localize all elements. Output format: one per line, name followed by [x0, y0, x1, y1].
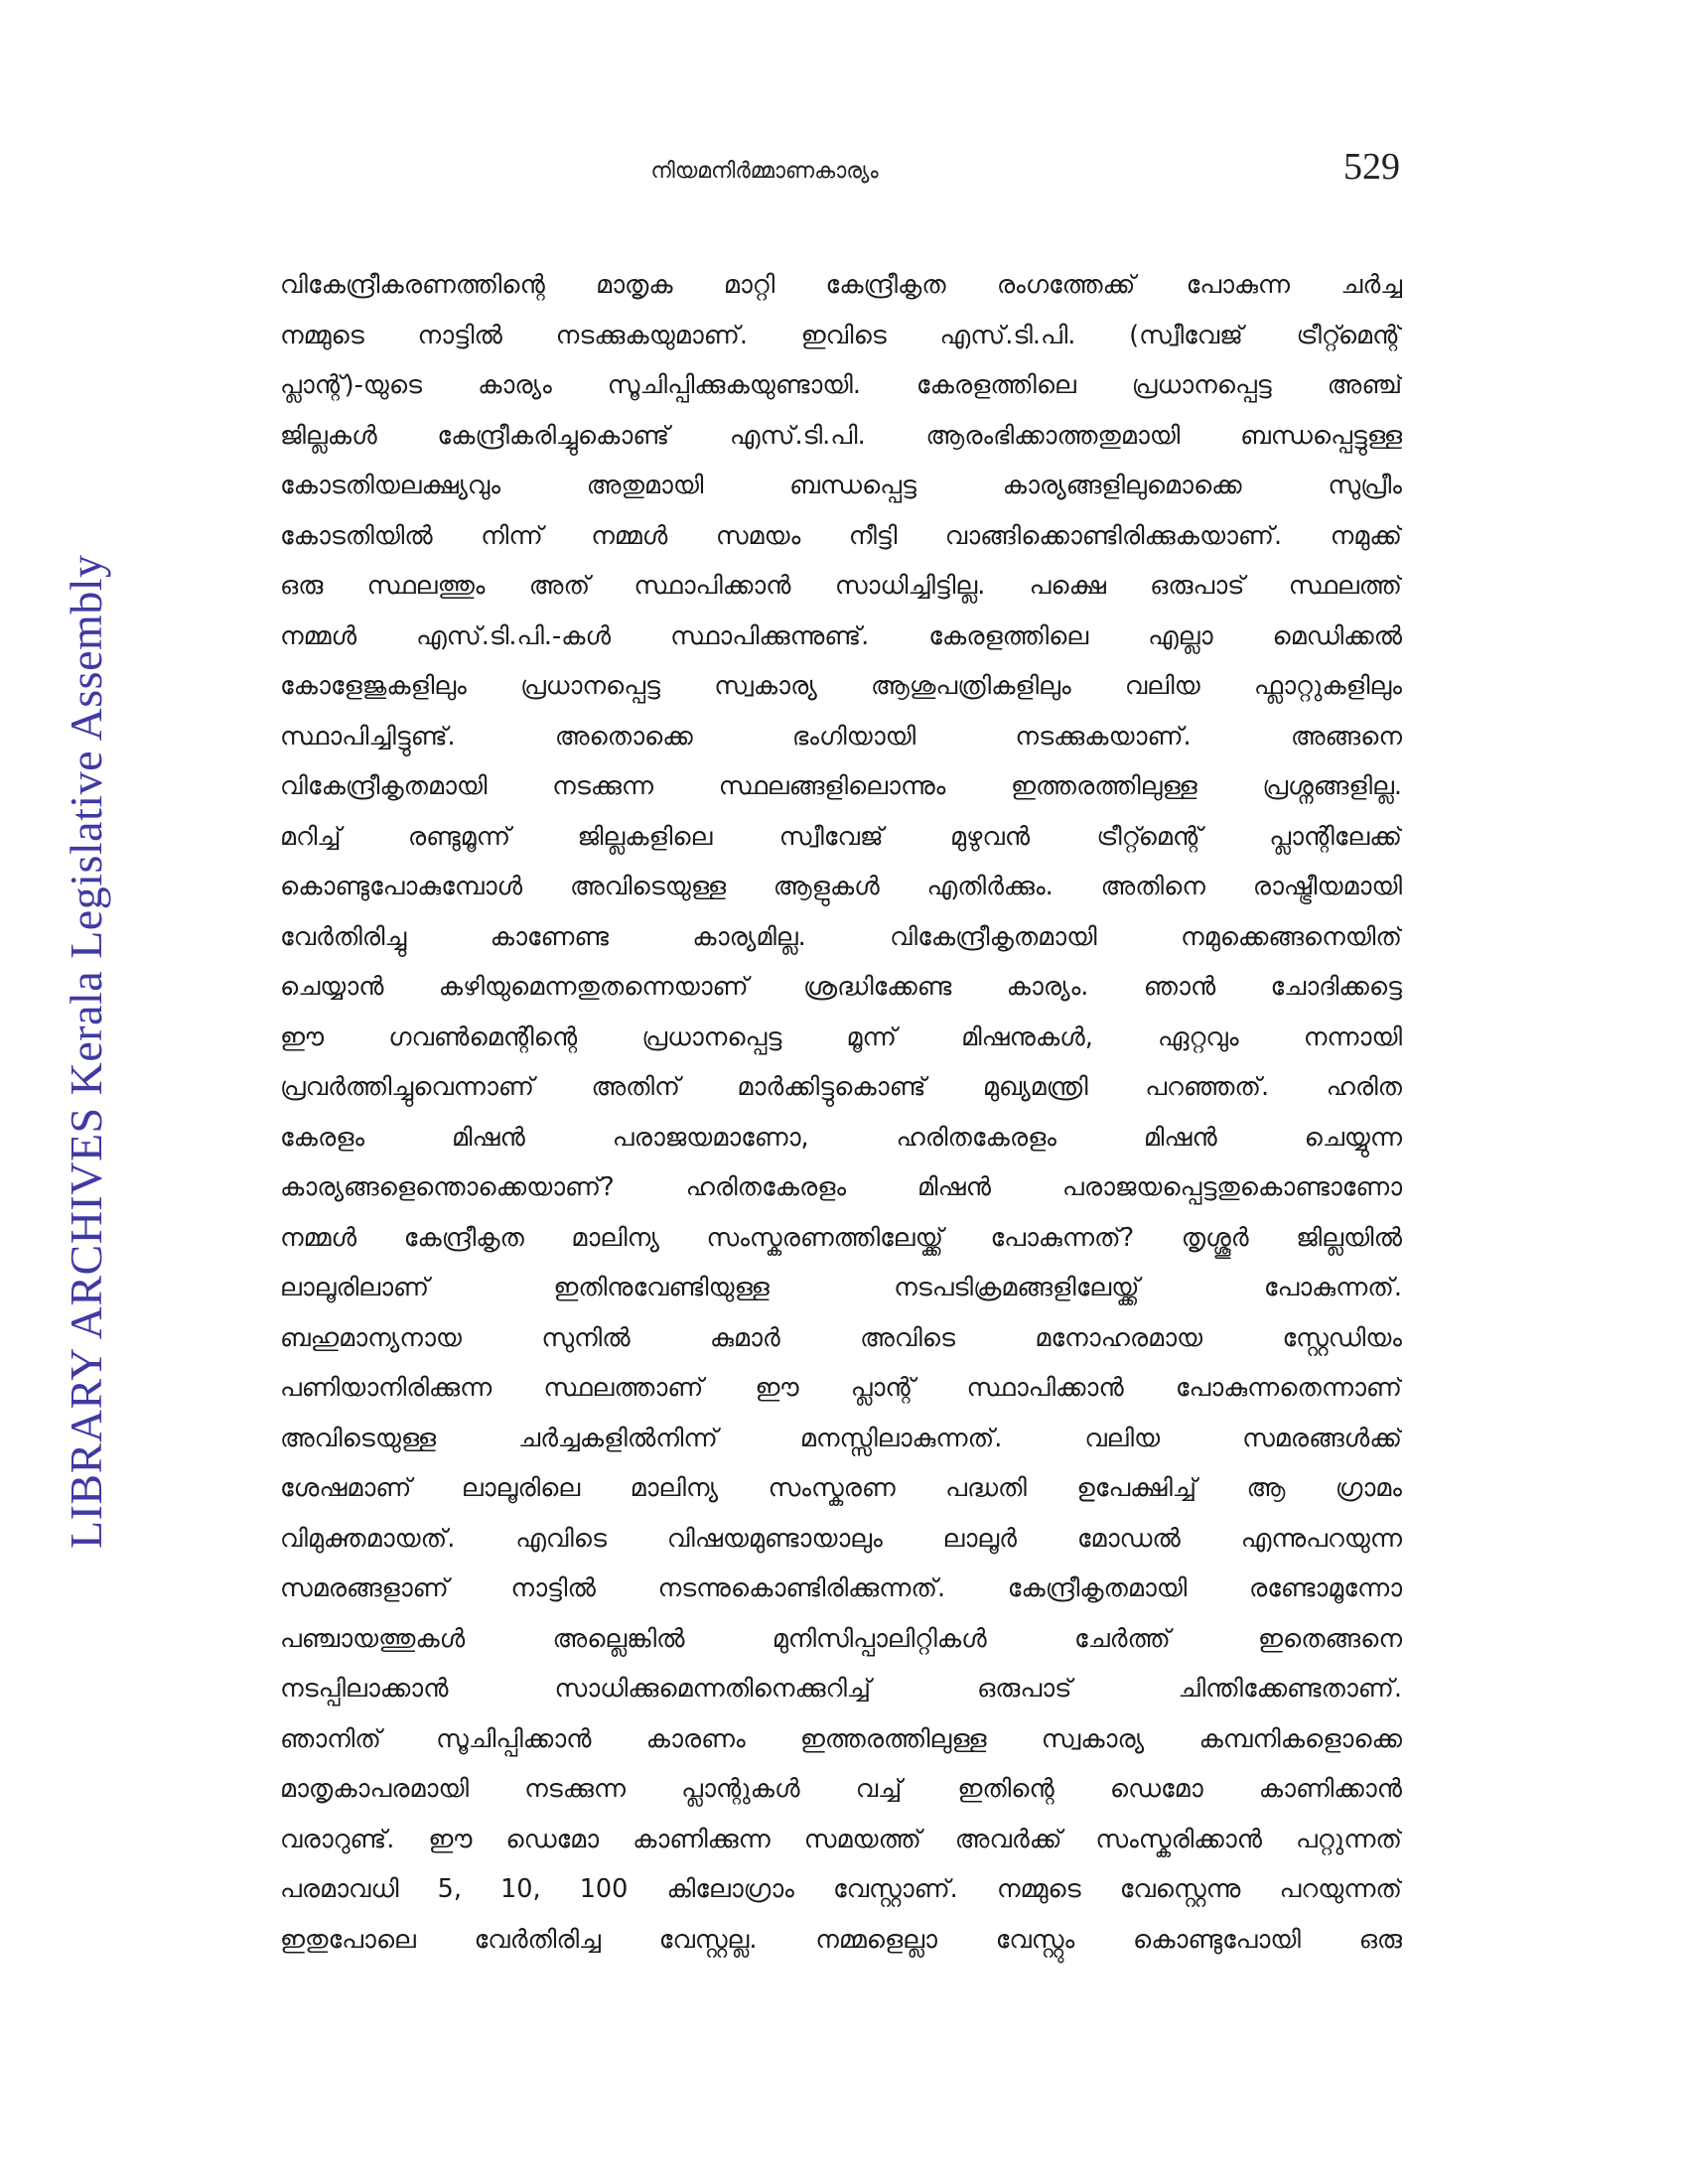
text-line: കേരളം മിഷൻ പരാജയമാണോ, ഹരിതകേരളം മിഷൻ ചെയ്യുന്ന — [280, 1122, 1402, 1153]
text-line: ഞാനിത് സൂചിപ്പിക്കാൻ കാരണം ഇത്തരത്തിലുള്ള സ്വകാര്യ കമ്പനികളൊക്കെ — [280, 1723, 1402, 1754]
body-paragraph — [280, 260, 1402, 1965]
text-line: നമ്മൾ എസ്.ടി.പി.-കൾ സ്ഥാപിക്കുന്നുണ്ട്. കേരളത്തിലെ എല്ലാ മെഡിക്കൽ — [280, 620, 1402, 651]
archive-watermark: LIBRARY ARCHIVES Kerala Legislative Assembly — [61, 554, 111, 1549]
text-line: ശേഷമാണ് ലാലൂരിലെ മാലിന്യ സംസ്കരണ പദ്ധതി ഉപേക്ഷിച്ച് ആ ഗ്രാമം — [280, 1473, 1402, 1503]
text-line: ഇതുപോലെ വേർതിരിച്ച വേസ്റ്റല്ല. നമ്മളെല്ലാ വേസ്റ്റും കൊണ്ടുപോയി ഒരു — [280, 1924, 1402, 1955]
text-line: കോടതിയിൽ നിന്ന് നമ്മൾ സമയം നീട്ടി വാങ്ങിക്കൊണ്ടിരിക്കുകയാണ്. നമുക്ക് — [280, 520, 1402, 551]
text-line: നടപ്പിലാക്കാൻ സാധിക്കുമെന്നതിനെക്കുറിച്ച് ഒരുപാട് ചിന്തിക്കേണ്ടതാണ്. — [280, 1674, 1402, 1704]
text-line: സ്ഥാപിച്ചിട്ടുണ്ട്. അതൊക്കെ ഭംഗിയായി നടക്കുകയാണ്. അങ്ങനെ — [280, 721, 1402, 751]
text-line: കൊണ്ടുപോകുമ്പോൾ അവിടെയുള്ള ആളുകൾ എതിർക്കും. അതിനെ രാഷ്ട്രീയമായി — [280, 872, 1402, 901]
text-line: ജില്ലകൾ കേന്ദ്രീകരിച്ചുകൊണ്ട് എസ്.ടി.പി. ആരംഭിക്കാത്തതുമായി ബന്ധപ്പെട്ടുള്ള — [280, 420, 1402, 451]
text-line: വിമുക്തമായത്. എവിടെ വിഷയമുണ്ടായാലും ലാലൂർ മോഡൽ എന്നുപറയുന്ന — [280, 1523, 1402, 1554]
text-line: വികേന്ദ്രീകൃതമായി നടക്കുന്ന സ്ഥലങ്ങളിലൊന്നും ഇത്തരത്തിലുള്ള പ്രശ്നങ്ങളില്ല. — [280, 771, 1402, 801]
text-line: ലാലൂരിലാണ് ഇതിനുവേണ്ടിയുള്ള നടപടിക്രമങ്ങളിലേയ്ക്ക് പോകുന്നത്. — [280, 1273, 1402, 1302]
page-number: 529 — [1343, 146, 1400, 188]
text-line: പരമാവധി 5, 10, 100 കിലോഗ്രാം വേസ്റ്റാണ്. നമ്മുടെ വേസ്റ്റെന്നു പറയുന്നത് — [280, 1874, 1402, 1904]
text-line: പഞ്ചായത്തുകൾ അല്ലെങ്കിൽ മുനിസിപ്പാലിറ്റികൾ ചേർത്ത് ഇതെങ്ങനെ — [280, 1623, 1402, 1654]
text-line: പ്രവർത്തിച്ചുവെന്നാണ് അതിന് മാർക്കിട്ടുകൊണ്ട് മുഖ്യമന്ത്രി പറഞ്ഞത്. ഹരിത — [280, 1072, 1402, 1102]
text-line: ഒരു സ്ഥലത്തും അത് സ്ഥാപിക്കാൻ സാധിച്ചിട്ടില്ല. പക്ഷെ ഒരുപാട് സ്ഥലത്ത് — [280, 571, 1402, 601]
text-line: നമ്മുടെ നാട്ടിൽ നടക്കുകയുമാണ്. ഇവിടെ എസ്.ടി.പി. (സ്വീവേജ് ട്രീറ്റ്മെന്റ് — [280, 320, 1402, 350]
text-line: കോടതിയലക്ഷ്യവും അതുമായി ബന്ധപ്പെട്ട കാര്യങ്ങളിലുമൊക്കെ സുപ്രീം — [280, 471, 1402, 500]
text-line: മറിച്ച് രണ്ടുമൂന്ന് ജില്ലകളിലെ സ്വീവേജ് മുഴുവൻ ട്രീറ്റ്മെന്റ് പ്ലാന്റിലേക്ക് — [280, 821, 1402, 852]
text-line: നമ്മൾ കേന്ദ്രീകൃത മാലിന്യ സംസ്കരണത്തിലേയ്ക്ക് പോകുന്നത്? തൃശ്ശൂർ ജില്ലയിൽ — [280, 1222, 1402, 1253]
text-line: ഈ ഗവൺമെന്റിന്റെ പ്രധാനപ്പെട്ട മൂന്ന് മിഷനുകൾ, ഏറ്റവും നന്നായി — [280, 1022, 1402, 1052]
text-line: വികേന്ദ്രീകരണത്തിന്റെ മാതൃക മാറ്റി കേന്ദ്രീകൃത രംഗത്തേക്ക് പോകുന്ന ചർച്ച — [280, 270, 1402, 300]
running-header-title: നിയമനിർമ്മാണകാര്യം — [650, 159, 879, 184]
text-line: സമരങ്ങളാണ് നാട്ടിൽ നടന്നുകൊണ്ടിരിക്കുന്നത്. കേന്ദ്രീകൃതമായി രണ്ടോമൂന്നോ — [280, 1573, 1402, 1603]
text-line: പ്ലാന്റ്)-യുടെ കാര്യം സൂചിപ്പിക്കുകയുണ്ടായി. കേരളത്തിലെ പ്രധാനപ്പെട്ട അഞ്ച് — [280, 370, 1402, 400]
text-line: പണിയാനിരിക്കുന്ന സ്ഥലത്താണ് ഈ പ്ലാന്റ് സ്ഥാപിക്കാൻ പോകുന്നതെന്നാണ് — [280, 1373, 1402, 1403]
text-line: കാര്യങ്ങളെന്തൊക്കെയാണ്? ഹരിതകേരളം മിഷൻ പരാജയപ്പെട്ടതുകൊണ്ടാണോ — [280, 1172, 1402, 1202]
text-line: ബഹുമാന്യനായ സുനിൽ കുമാർ അവിടെ മനോഹരമായ സ്റ്റേഡിയം — [280, 1322, 1402, 1353]
text-line: വേർതിരിച്ചു കാണേണ്ട കാര്യമില്ല. വികേന്ദ്രീകൃതമായി നമുക്കെങ്ങനെയിത് — [280, 921, 1402, 952]
text-line: കോളേജുകളിലും പ്രധാനപ്പെട്ട സ്വകാര്യ ആശുപത്രികളിലും വലിയ ഫ്ലാറ്റുകളിലും — [280, 671, 1402, 701]
text-line: അവിടെയുള്ള ചർച്ചകളിൽനിന്ന് മനസ്സിലാകുന്നത്. വലിയ സമരങ്ങൾക്ക് — [280, 1423, 1402, 1453]
text-line: ചെയ്യാൻ കഴിയുമെന്നതുതന്നെയാണ് ശ്രദ്ധിക്കേണ്ട കാര്യം. ഞാൻ ചോദിക്കട്ടെ — [280, 972, 1402, 1002]
text-line: വരാറുണ്ട്. ഈ ഡെമോ കാണിക്കുന്ന സമയത്ത് അവർക്ക് സംസ്കരിക്കാൻ പറ്റുന്നത് — [280, 1824, 1402, 1854]
text-line: മാതൃകാപരമായി നടക്കുന്ന പ്ലാന്റുകൾ വച്ച് ഇതിന്റെ ഡെമോ കാണിക്കാൻ — [280, 1774, 1402, 1804]
